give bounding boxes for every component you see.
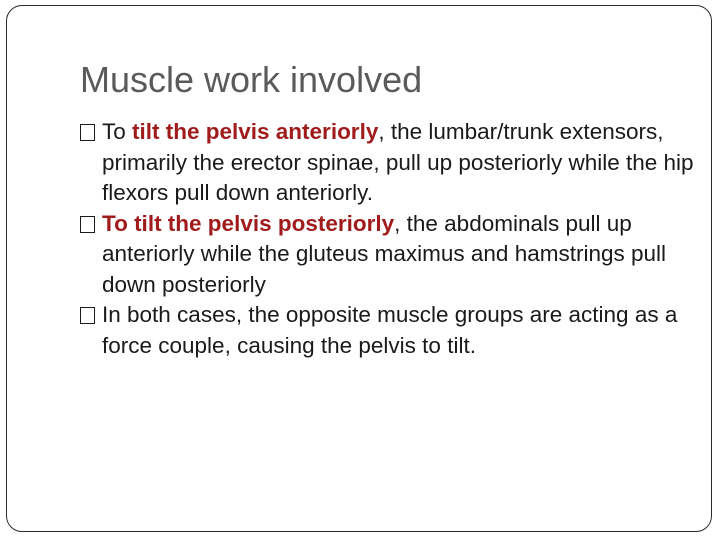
hollow-square-icon	[80, 307, 95, 324]
bullet-highlight: To tilt the pelvis posteriorly	[102, 210, 395, 236]
hollow-square-icon	[80, 216, 95, 233]
slide-title: Muscle work involved	[80, 59, 423, 100]
bullet-item-force-couple	[80, 300, 700, 361]
bullet-text-pre: In both cases, the opposite muscle groups are acting as a force couple, causing the pelvis to tilt.	[102, 302, 678, 358]
hollow-square-icon	[80, 124, 95, 141]
bullet-highlight: tilt the pelvis anteriorly	[132, 119, 379, 144]
bullet-text-pre: To	[102, 119, 133, 144]
bullet-text-post: , the abdominals pull up anteriorly while the gluteus maximus and hamstrings pull down posteriorly	[102, 210, 667, 297]
bullet-item-posterior-tilt	[80, 209, 700, 301]
bullet-list	[80, 117, 700, 361]
bullet-item-anterior-tilt	[80, 117, 700, 209]
bullet-text-post: , the lumbar/trunk extensors, primarily the erector spinae, pull up posteriorly while the hip flexors pull down anteriorly.	[102, 119, 694, 205]
